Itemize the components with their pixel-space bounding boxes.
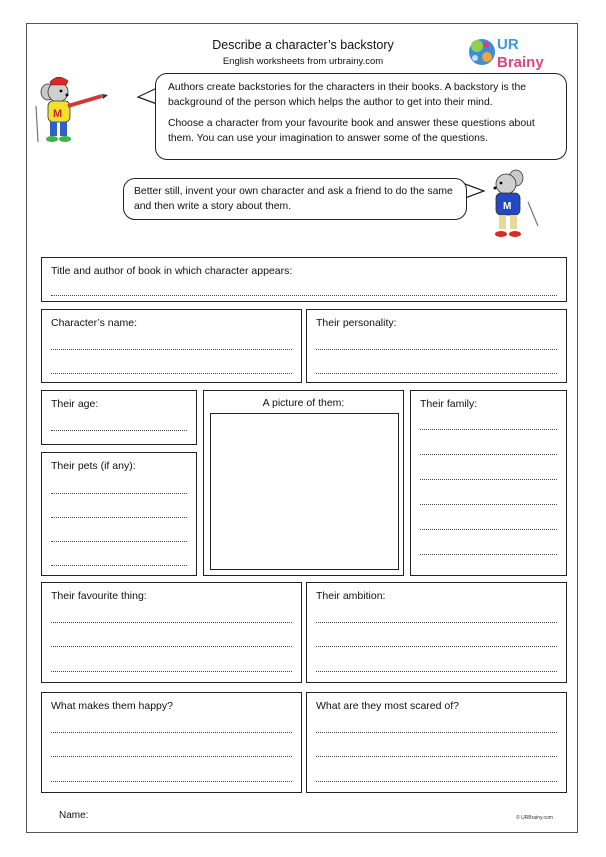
second-bubble: Better still, invent your own character and ask a friend to do the same and then write a story about them.	[123, 178, 467, 220]
answer-line[interactable]	[51, 781, 292, 782]
answer-line[interactable]	[51, 430, 187, 431]
answer-line[interactable]	[420, 554, 557, 555]
age-label: Their age:	[51, 398, 99, 410]
page-title: Describe a character’s backstory	[212, 38, 394, 52]
answer-line[interactable]	[51, 517, 187, 518]
answer-line[interactable]	[316, 671, 557, 672]
intro-bubble	[155, 73, 567, 160]
urbrainy-logo-icon	[466, 30, 562, 74]
ambition-label: Their ambition:	[316, 590, 386, 602]
happy-box	[41, 692, 302, 793]
bubble-tail-right-icon	[464, 180, 486, 202]
answer-line[interactable]	[51, 756, 292, 757]
ambition-box	[306, 582, 567, 683]
answer-line[interactable]	[316, 373, 557, 374]
name-label: Name:	[59, 810, 89, 821]
answer-line[interactable]	[420, 529, 557, 530]
personality-box	[306, 309, 567, 383]
answer-line[interactable]	[316, 732, 557, 733]
family-box	[410, 390, 567, 576]
character-name-box	[41, 309, 302, 383]
answer-line[interactable]	[420, 504, 557, 505]
svg-text:M: M	[53, 108, 63, 120]
family-label: Their family:	[420, 398, 478, 410]
scared-label: What are they most scared of?	[316, 700, 459, 712]
answer-line[interactable]	[51, 565, 187, 566]
answer-line[interactable]	[51, 349, 292, 350]
answer-line[interactable]	[316, 781, 557, 782]
answer-line[interactable]	[420, 429, 557, 430]
svg-text:Brainy: Brainy	[497, 54, 544, 71]
answer-line[interactable]	[316, 622, 557, 623]
pets-box	[41, 452, 197, 576]
answer-line[interactable]	[51, 622, 292, 623]
answer-line[interactable]	[51, 295, 557, 296]
answer-line[interactable]	[51, 671, 292, 672]
svg-text:UR: UR	[497, 36, 519, 53]
answer-line[interactable]	[51, 373, 292, 374]
answer-line[interactable]	[420, 479, 557, 480]
mouse-mascot-icon	[30, 70, 108, 150]
picture-box	[203, 390, 404, 576]
intro-paragraph-1: Authors create backstories for the characters in their books. A backstory is the background of the person which helps the author to get into their mind.	[168, 82, 527, 108]
intro-paragraph-2: Choose a character from your favourite book and answer these questions about them. You can use your imagination to answer some of the questions.	[168, 118, 535, 144]
personality-label: Their personality:	[316, 317, 397, 329]
svg-text:M: M	[503, 201, 512, 212]
title-author-box	[41, 257, 567, 302]
answer-line[interactable]	[51, 732, 292, 733]
character-name-label: Character’s name:	[51, 317, 137, 329]
answer-line[interactable]	[316, 646, 557, 647]
title-author-label: Title and author of book in which character appears:	[51, 265, 293, 277]
picture-label: A picture of them:	[262, 397, 345, 409]
age-box	[41, 390, 197, 445]
favourite-thing-box	[41, 582, 302, 683]
pets-label: Their pets (if any):	[51, 460, 136, 472]
answer-line[interactable]	[316, 756, 557, 757]
favourite-thing-label: Their favourite thing:	[51, 590, 147, 602]
answer-line[interactable]	[316, 349, 557, 350]
copyright-text: © URBrainy.com	[516, 815, 553, 821]
page-subtitle: English worksheets from urbrainy.com	[222, 56, 384, 67]
answer-line[interactable]	[51, 646, 292, 647]
drawing-area[interactable]	[210, 413, 399, 570]
happy-label: What makes them happy?	[51, 700, 173, 712]
scared-box	[306, 692, 567, 793]
answer-line[interactable]	[51, 541, 187, 542]
answer-line[interactable]	[51, 493, 187, 494]
answer-line[interactable]	[420, 454, 557, 455]
mouse-mascot-right-icon	[486, 166, 542, 242]
